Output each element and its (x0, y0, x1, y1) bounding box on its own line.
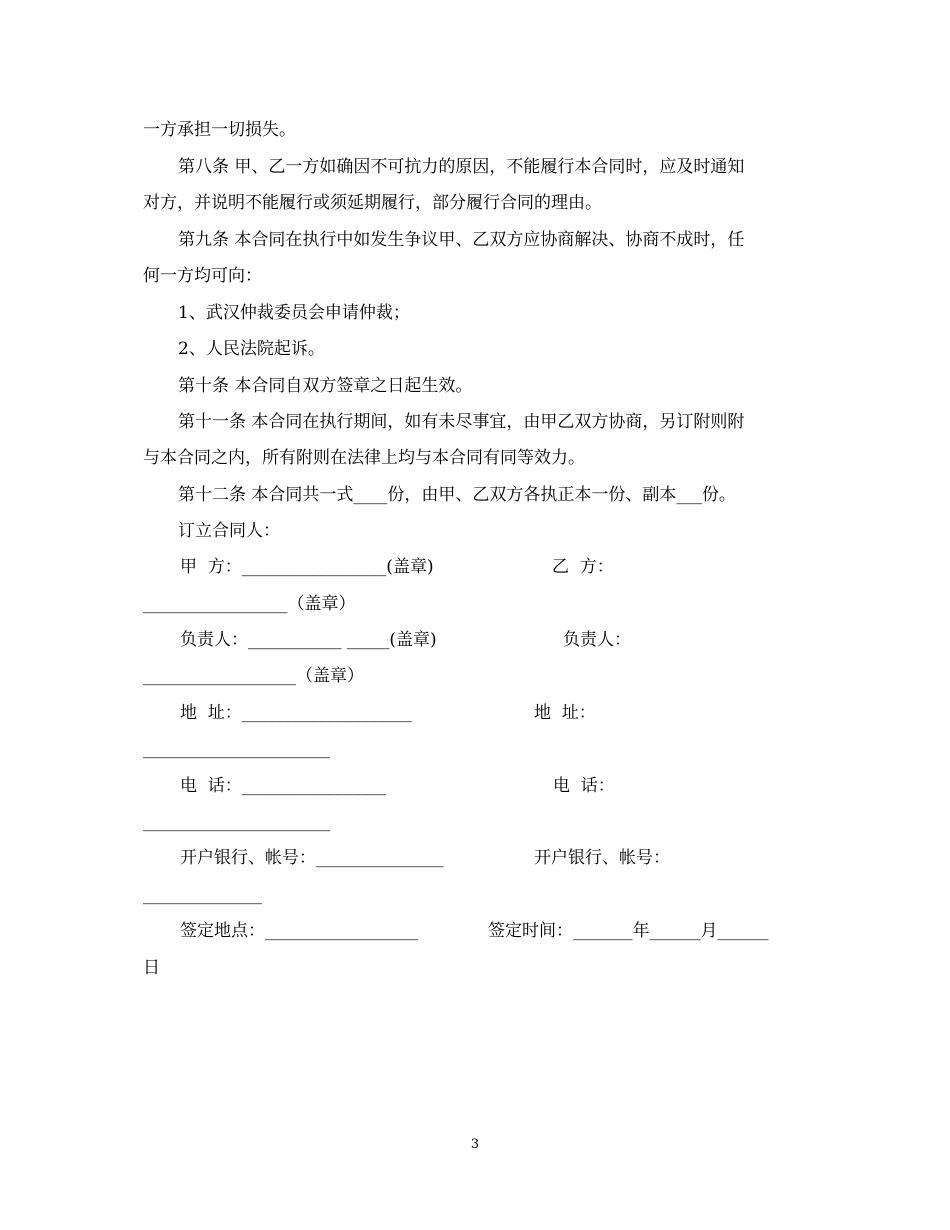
article-8-line-1: 第八条 甲、乙一方如确因不可抗力的原因，不能履行本合同时，应及时通知 (178, 157, 745, 177)
bank-a-field: 开户银行、帐号：_______________ (180, 848, 444, 868)
sign-time-day: 日 (143, 958, 160, 978)
article-11-line-2: 与本合同之内，所有附则在法律上均与本合同有同等效力。 (143, 448, 585, 468)
party-b-label: 乙 方： (552, 557, 614, 577)
bank-b-field: ______________ (143, 885, 262, 905)
sign-place-field: 签定地点：__________________ (180, 921, 418, 941)
paragraph-continuation: 一方承担一切损失。 (143, 120, 296, 140)
article-12: 第十二条 本合同共一式____份，由甲、乙双方各执正本一份、副本___份。 (178, 485, 736, 505)
address-b-field: ______________________ (143, 739, 330, 759)
article-10: 第十条 本合同自双方签章之日起生效。 (178, 376, 473, 396)
list-item-court: 2、人民法院起诉。 (178, 339, 325, 359)
bank-b-label: 开户银行、帐号： (534, 848, 670, 868)
principal-a-field: 负责人：___________ _____(盖章) (180, 630, 437, 650)
signatories-heading: 订立合同人： (178, 521, 280, 541)
article-9-line-2: 何一方均可向： (143, 266, 262, 286)
article-11-line-1: 第十一条 本合同在执行期间，如有未尽事宜，由甲乙双方协商，另订附则附 (178, 412, 745, 432)
page-number: 3 (470, 1137, 480, 1152)
phone-b-label: 电 话： (553, 776, 615, 796)
party-b-field: _________________（盖章） (143, 594, 356, 614)
list-item-arbitration: 1、武汉仲裁委员会申请仲裁； (178, 303, 410, 323)
principal-b-label: 负责人： (563, 630, 631, 650)
address-b-label: 地 址： (534, 703, 596, 723)
article-8-line-2: 对方，并说明不能履行或须延期履行，部分履行合同的理由。 (143, 193, 602, 213)
phone-b-field: ______________________ (143, 812, 330, 832)
sign-time-field: 签定时间：_______年______月______ (488, 921, 769, 941)
principal-b-field: __________________（盖章） (143, 666, 364, 686)
address-a-field: 地 址：____________________ (180, 703, 412, 723)
party-a-field: 甲 方：_________________(盖章) (180, 557, 434, 577)
phone-a-field: 电 话：_________________ (180, 776, 387, 796)
article-9-line-1: 第九条 本合同在执行中如发生争议甲、乙双方应协商解决、协商不成时，任 (178, 230, 745, 250)
